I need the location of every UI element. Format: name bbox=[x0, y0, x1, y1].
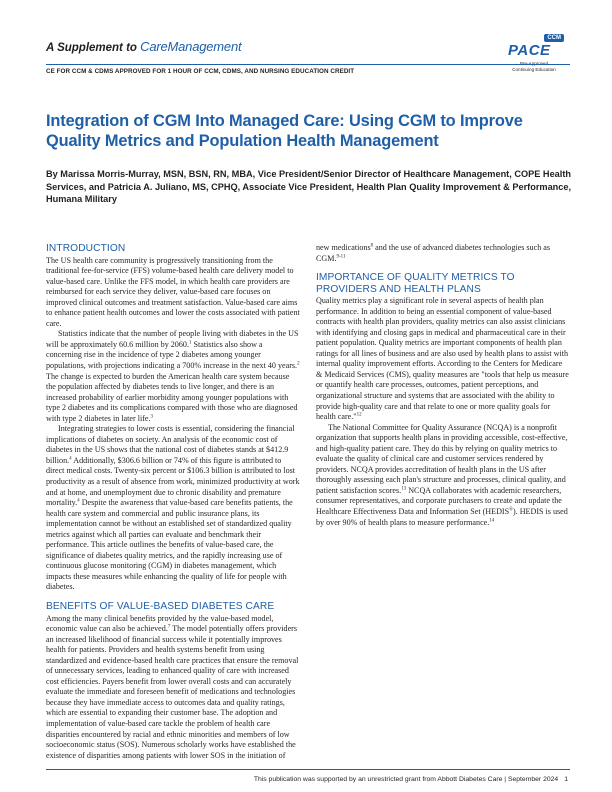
benefits-paragraph-1: Among the many clinical benefits provided by the value-based model, economic value can also be achieved.$^7$ The model potentially offers providers an increased likelihood of financial success while it potentially improves health for patients. Providers and health systems benefit from using standardized and evidence-based health care practices that ensure the removal of unnecessary services, leading to enhanced quality of care with increased cost efficiencies. Payers benefit from lower overall costs and can accurately evaluate the immediate and foreseen benefit of medications and technologies because they have immediate access to outcomes data and quality ratings, which are essential to expanding their customer base. The adoption and implementation of value-based care tackle the problem of health care disparities encountered by racial and ethnic minorities and members of low socioeconomic status (SOS). Numerous scholarly works have established the existence of disparities among patients with lower SOS in the initiation of bbox=[46, 613, 299, 760]
quality-paragraph-2: The National Committee for Quality Assurance (NCQA) is a nonprofit organization that supports health plans in providing accessible, cost-effective, and high-quality patient care. They do this by relying on quality metrics to evaluate the quality of clinical care and customer services rendered by providers. NCQA provides accreditation of health plans in the US after thoroughly assessing each plan's structure and processes, clinical quality, and patient satisfaction scores.$^{13}$ NCQA collaborates with academic researchers, consumer representatives, and corporate purchasers to create and update the Healthcare Effectiveness Data and Information Set (HEDIS®). HEDIS is used by over 90% of health plans to measure performance.$^{14}$ bbox=[316, 422, 568, 527]
article-title: Integration of CGM Into Managed Care: Using CGM to Improve Quality Metrics and Population Health Management bbox=[46, 112, 523, 150]
section-heading-quality-metrics: IMPORTANCE OF QUALITY METRICS TO PROVIDERS AND HEALTH PLANS bbox=[316, 272, 515, 295]
ccm-badge: CCM bbox=[544, 34, 564, 42]
quality-paragraph-1: Quality metrics play a significant role in several aspects of health plan performance. In addition to being an essential component of value-based contracts with health plan providers, quality metrics can also assist clinicians with identifying and closing gaps in medical and pharmaceutical care in their patient population. Quality metrics are important components of health plan ratings for all lines of business and are also used by health plans to assist with internal quality improvement efforts. According to the Centers for Medicare & Medicaid Services (CMS), quality measures are "tools that help us measure or quantify health care processes, outcomes, patient perceptions, and organizational structure and systems that are associated with the ability to provide high-quality care and that relate to one or more quality goals for health care."$^{12}$ bbox=[316, 296, 569, 422]
benefits-paragraph-1-continued: new medications$^8$ and the use of advanced diabetes technologies such as CGM.$^{9-11}$ bbox=[316, 243, 551, 263]
footer-text: This publication was supported by an unrestricted grant from Abbott Diabetes Care | September 2024 bbox=[253, 776, 559, 783]
pace-logo bbox=[504, 34, 566, 90]
section-heading-benefits: BENEFITS OF VALUE-BASED DIABETES CARE bbox=[46, 601, 275, 612]
pace-wordmark: PACE bbox=[508, 42, 551, 59]
journal-name: CareManagement bbox=[140, 39, 242, 54]
intro-paragraph-1: The US health care community is progressively transitioning from the traditional fee-for-service (FFS) volume-based health care delivery model to value-based care. Unlike the FFS model, in which health care providers are reimbursed for each service they deliver, value-based care focuses on improved clinical outcomes and treatment satisfaction. Value-based care aims to enhance patient health outcomes and lower the costs associated with patient care. bbox=[46, 255, 300, 328]
pace-subtitle-line-2: Continuing Education bbox=[512, 66, 556, 72]
page-number: 1 bbox=[564, 776, 568, 783]
article-authors: By Marissa Morris-Murray, MSN, BSN, RN, MBA, Vice President/Senior Director of Healthcare Management, COPE Health Services, and Patricia A. Juliano, MS, CPHQ, Associate Vice President, Health Plan Quality Improvement & Performance, Humana Military bbox=[46, 169, 572, 205]
footer-divider bbox=[46, 769, 570, 770]
supplement-prefix: A Supplement to bbox=[46, 42, 141, 54]
ce-credit-line: CE FOR CCM & CDMS APPROVED FOR 1 HOUR OF CCM, CDMS, AND NURSING EDUCATION CREDIT bbox=[46, 68, 355, 75]
section-heading-introduction: INTRODUCTION bbox=[46, 243, 126, 254]
supplement-header bbox=[46, 38, 241, 56]
pace-subtitle bbox=[504, 61, 564, 72]
header-divider bbox=[46, 64, 570, 65]
page-footer bbox=[254, 776, 568, 783]
left-column bbox=[46, 243, 300, 761]
intro-paragraph-3: Integrating strategies to lower costs is essential, considering the financial implications of diabetes on society. An analysis of the economic cost of diabetes in the US shows that the national cost of diabetes stands at $412.9 billion.$^4$ Additionally, $306.6 billion or 74% of this figure is attributed to direct medical costs. Twenty-six percent or $106.3 billion is attributed to lost productivity as a result of absence from work, minimized productivity at work and at home, and unemployment due to chronic disability and premature mortality.$^4$ Despite the awareness that value-based care benefits patients, the health care system and commercial and public insurance plans, its implementation cannot be without an established set of standardized quality metrics against which all parties can evaluate and benchmark their performance. This article outlines the benefits of value-based care, the significance of diabetes quality metrics, and the rapidly increasing use of continuous glucose monitoring (CGM) in diabetes management, which impacts these measures while enhancing the quality of life for people with diabetes. bbox=[46, 424, 300, 592]
right-column bbox=[316, 243, 570, 528]
intro-paragraph-2: Statistics indicate that the number of people living with diabetes in the US will be approximately 60.6 million by 2060.$^1$ Statistics also show a concerning rise in the incidence of type 2 diabetes among younger populations, with projections indicating a 700% increase in the next 40 years.$^2$ The change is expected to burden the American health care system because the population affected by diabetes tends to live longer, and there is an increased probability of earlier morbidity among younger populations with type 2 diabetes and its complications compared with those who are diagnosed with type 2 diabetes in later life.$^3$ bbox=[46, 329, 300, 423]
